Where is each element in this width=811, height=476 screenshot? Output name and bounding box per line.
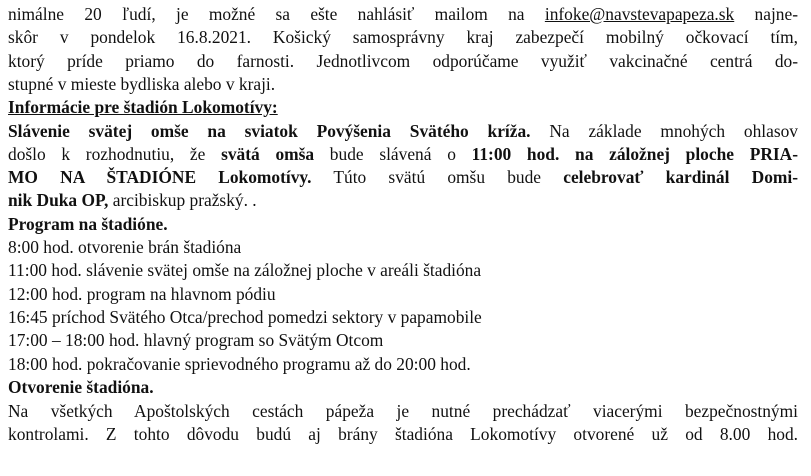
mass-bold: svätá omša xyxy=(221,144,315,164)
program-item: 12:00 hod. program na hlavnom pódiu xyxy=(8,284,276,304)
celebrant-bold: celebrovať kardinál Domi- xyxy=(563,167,798,187)
program-item: 17:00 – 18:00 hod. hlavný program so Svätým Otcom xyxy=(8,330,384,350)
email-link[interactable]: infoke@navstevapapeza.sk xyxy=(544,4,735,24)
stadium-text: arcibiskup pražský. . xyxy=(108,190,257,210)
program-item: 18:00 hod. pokračovanie sprievodného programu až do 20:00 hod. xyxy=(8,354,471,374)
celebrant-name-bold: nik Duka OP, xyxy=(8,190,109,210)
opening-heading: Otvorenie štadióna. xyxy=(8,377,154,397)
mass-title: Slávenie svätej omše na sviatok Povýšenia Svätého kríža. xyxy=(8,121,531,141)
stadium-location-bold: MO NA ŠTADIÓNE Lokomotívy. xyxy=(8,167,312,187)
document-page xyxy=(8,0,805,476)
stadium-text: Túto svätú omšu bude xyxy=(311,167,564,187)
stadium-text: došlo k rozhodnutiu, že xyxy=(8,144,222,164)
stadium-info-line-1 xyxy=(8,120,798,143)
intro-text: nimálne 20 ľudí, je možné sa ešte nahlásiť mailom na xyxy=(8,4,545,24)
program-heading: Program na štadióne. xyxy=(8,214,168,234)
program-item: 8:00 hod. otvorenie brán štadióna xyxy=(8,237,242,257)
opening-line-1: Na všetkých Apoštolských cestách pápeža je nutné prechádzať viacerými bezpečnostnými xyxy=(8,401,798,421)
stadium-info-line-3 xyxy=(8,166,798,189)
program-item: 11:00 hod. slávenie svätej omše na záložnej ploche v areáli štadióna xyxy=(8,260,482,280)
intro-line-4: stupné v mieste bydliska alebo v kraji. xyxy=(8,74,276,94)
stadium-text: Na základe mnohých ohlasov xyxy=(530,121,798,141)
stadium-text: bude slávená o xyxy=(314,144,472,164)
intro-line-3: ktorý príde priamo do farnosti. Jednotlivcom odporúčame využiť vakcinačné centrá do- xyxy=(8,51,798,71)
stadium-info-line-2 xyxy=(8,143,798,166)
intro-line-2: skôr v pondelok 16.8.2021. Košický samosprávny kraj zabezpečí mobilný očkovací tím, xyxy=(8,27,798,47)
program-item: 16:45 príchod Svätého Otca/prechod pomedzi sektory v papamobile xyxy=(8,307,482,327)
opening-line-2: kontrolami. Z tohto dôvodu budú aj brány štadióna Lokomotívy otvorené už od 8.00 hod. xyxy=(8,424,798,444)
intro-text: najne- xyxy=(734,4,798,24)
intro-line-1 xyxy=(8,3,798,26)
stadium-info-line-4 xyxy=(8,189,257,212)
stadium-info-heading: Informácie pre štadión Lokomotívy: xyxy=(8,97,278,117)
mass-time-bold: 11:00 hod. na záložnej ploche PRIA- xyxy=(471,144,798,164)
